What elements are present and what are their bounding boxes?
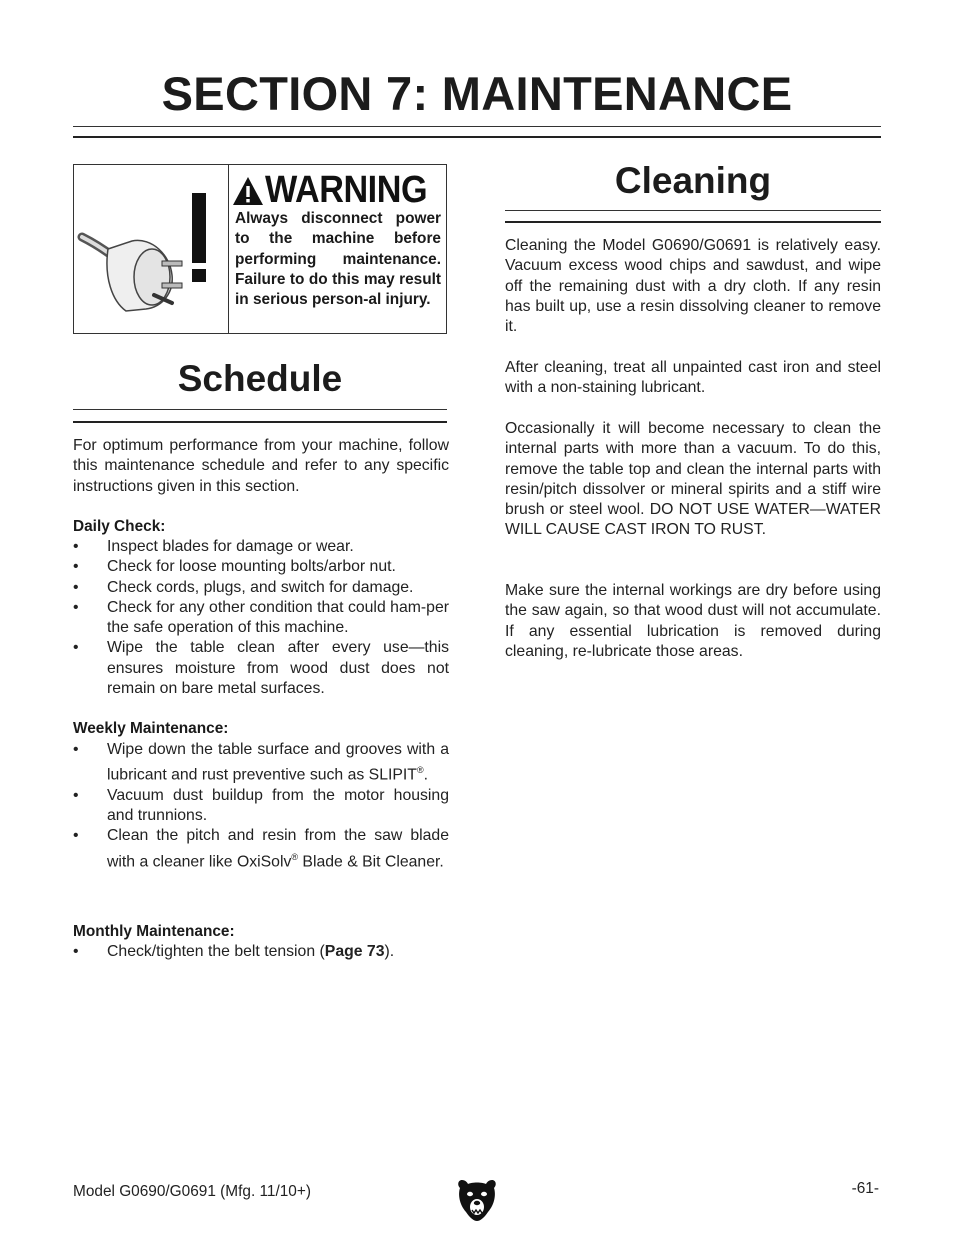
footer-model: Model G0690/G0691 (Mfg. 11/10+) xyxy=(73,1183,311,1200)
title-rule-bottom xyxy=(73,136,881,138)
section-title: SECTION 7: MAINTENANCE xyxy=(161,67,793,120)
list-item: • Wipe down the table surface and grooves with a lubricant and rust preventive such as SLIPIT®. xyxy=(73,741,449,784)
list-item: • Check for loose mounting bolts/arbor nut. xyxy=(73,558,396,576)
weekly-maintenance-list xyxy=(73,740,449,872)
warning-divider xyxy=(228,165,229,333)
page-reference: Page 73 xyxy=(324,943,385,960)
power-plug-icon xyxy=(74,165,228,335)
daily-check-label: Daily Check: xyxy=(73,518,166,535)
list-item: • Clean the pitch and resin from the saw blade with a cleaner like OxiSolv® Blade & Bit Cleaner. xyxy=(73,827,449,871)
cleaning-rule-bottom xyxy=(505,221,881,223)
list-item: • Check for any other condition that could ham-per the safe operation of this machine. xyxy=(73,598,449,637)
monthly-maintenance-label: Monthly Maintenance: xyxy=(73,923,235,940)
cleaning-paragraph-1: Cleaning the Model G0690/G0691 is relatively easy. Vacuum excess wood chips and sawdust, and wipe off the remaining dust with a dry cloth. If any resin has built up, use a resin dissolving cleaner to remove it. xyxy=(505,237,881,336)
title-rule-top xyxy=(73,126,881,127)
warning-word: WARNING xyxy=(265,169,428,211)
list-item: • Check cords, plugs, and switch for damage. xyxy=(73,578,414,596)
list-item: • Check/tighten the belt tension (Page 73). xyxy=(73,943,395,960)
daily-check-list xyxy=(73,537,449,699)
monthly-maintenance-list xyxy=(73,942,449,962)
warning-text: Always disconnect power to the machine before performing maintenance. Failure to do this may result in serious person-al injury. xyxy=(235,210,441,309)
warning-box xyxy=(73,164,447,334)
footer-page-number: -61- xyxy=(851,1180,879,1197)
cleaning-heading: Cleaning xyxy=(614,160,772,201)
schedule-heading: Schedule xyxy=(177,358,343,399)
list-item: • Vacuum dust buildup from the motor housing and trunnions. xyxy=(73,786,449,825)
warning-heading xyxy=(232,169,445,212)
cleaning-paragraph-4: Make sure the internal workings are dry before using the saw again, so that wood dust will not accumulate. If any essential lubrication is removed during cleaning, re-lubricate those areas. xyxy=(505,582,881,660)
list-item: • Wipe the table clean after every use—this ensures moisture from wood dust does not remain on bare metal surfaces. xyxy=(73,639,449,698)
warning-triangle-icon xyxy=(232,175,264,207)
cleaning-paragraph-3: Occasionally it will become necessary to clean the internal parts with more than a vacuum. To do this, remove the table top and clean the internal parts with resin/pitch dissolver or mineral spirits and a stiff wire brush or steel wool. DO NOT USE WATER—WATER WILL CAUSE CAST IRON TO RUST. xyxy=(505,420,881,539)
cleaning-paragraph-2: After cleaning, treat all unpainted cast iron and steel with a non-staining lubricant. xyxy=(505,359,881,397)
cleaning-rule-top xyxy=(505,210,881,211)
schedule-rule-top xyxy=(73,409,447,410)
list-item: • Inspect blades for damage or wear. xyxy=(73,538,354,555)
weekly-maintenance-label: Weekly Maintenance: xyxy=(73,720,229,737)
schedule-rule-bottom xyxy=(73,421,447,423)
bear-logo-icon xyxy=(456,1176,498,1222)
schedule-intro: For optimum performance from your machine, follow this maintenance schedule and refer to any specific instructions given in this section. xyxy=(73,437,449,495)
